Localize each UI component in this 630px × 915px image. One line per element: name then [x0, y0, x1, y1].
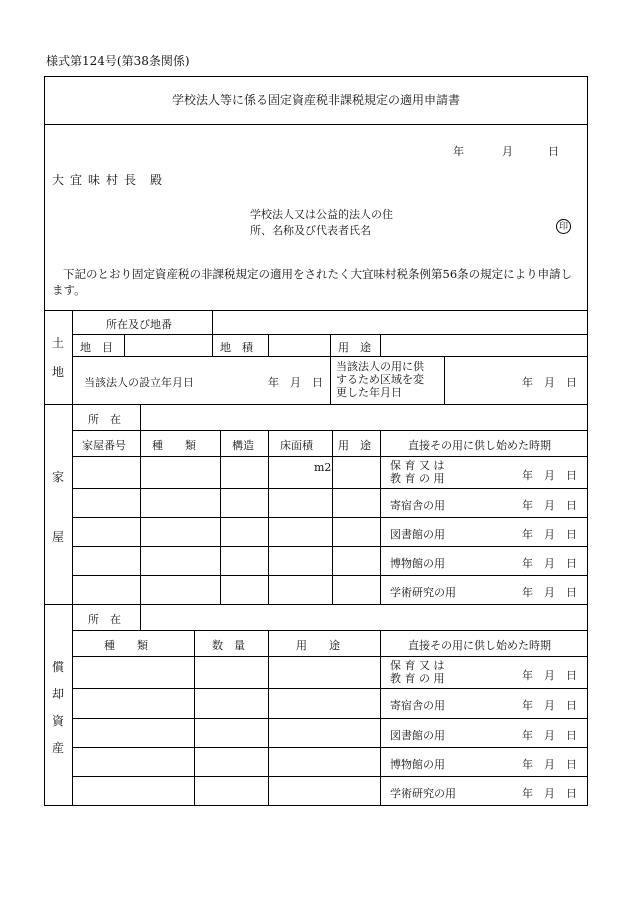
land-location-field[interactable] [213, 311, 587, 333]
applicant-label [250, 207, 393, 239]
house-date-field[interactable]: 年 月 日 [522, 586, 577, 599]
form-title: 学校法人等に係る固定資産税非課税規定の適用申請書 [171, 93, 460, 107]
zone-change-label-line: 更した年月日 [336, 386, 402, 399]
zone-change-label [336, 360, 424, 399]
floor-area-unit: m2 [314, 461, 332, 474]
divider [72, 630, 588, 631]
divider [72, 310, 73, 404]
house-date-field[interactable]: 年 月 日 [522, 528, 577, 541]
house-header-type: 種 類 [152, 439, 196, 452]
divider [72, 776, 588, 777]
divider [330, 334, 331, 356]
divider [72, 546, 588, 547]
land-category-field[interactable] [125, 335, 211, 355]
use-line: 教 育 の 用 [390, 672, 445, 685]
divider [72, 456, 588, 457]
divider [72, 404, 73, 604]
depreciable-use-research: 学術研究の用 [390, 787, 456, 800]
depreciable-use-dormitory: 寄宿舎の用 [390, 699, 445, 712]
house-header-number: 家屋番号 [82, 439, 126, 452]
depreciable-label-3: 資 [51, 714, 64, 728]
house-header-use: 用 途 [338, 439, 371, 452]
house-label-1: 家 [51, 470, 64, 484]
date-year: 年 [453, 145, 464, 158]
depreciable-header-use: 用 途 [296, 639, 340, 652]
depreciable-label-2: 却 [51, 687, 64, 701]
divider [72, 747, 588, 748]
divider [72, 718, 588, 719]
depreciable-header-type: 種 類 [104, 639, 148, 652]
established-date-label: 当該法人の設立年月日 [84, 376, 194, 389]
addressee-honorific: 殿 [150, 173, 163, 187]
divider [72, 430, 588, 431]
depreciable-location-field[interactable] [141, 605, 587, 629]
house-date-field[interactable]: 年 月 日 [522, 557, 577, 570]
house-use-dormitory: 寄宿舎の用 [390, 499, 445, 512]
use-line: 保 育 又 は [390, 459, 445, 472]
applicant-line-2: 所、名称及び代表者氏名 [250, 224, 371, 237]
land-label-1: 土 [51, 336, 64, 350]
land-category-label: 地 目 [80, 341, 113, 354]
date-day: 日 [548, 145, 559, 158]
divider [72, 575, 588, 576]
divider [72, 488, 588, 489]
depreciable-label-1: 償 [51, 660, 64, 674]
depreciable-date-field[interactable]: 年 月 日 [522, 787, 577, 800]
use-line: 保 育 又 は [390, 659, 445, 672]
depreciable-label-4: 産 [51, 741, 64, 755]
house-header-structure: 構造 [232, 439, 254, 452]
date-month: 月 [502, 145, 513, 158]
house-location-field[interactable] [141, 405, 587, 429]
zone-change-label-line: するため区域を変 [336, 373, 424, 386]
house-use-research: 学術研究の用 [390, 586, 456, 599]
depreciable-date-field[interactable]: 年 月 日 [522, 699, 577, 712]
divider [72, 517, 588, 518]
depreciable-date-field[interactable]: 年 月 日 [522, 669, 577, 682]
divider [72, 688, 588, 689]
seal-icon: 印 [556, 219, 571, 234]
house-date-field[interactable]: 年 月 日 [522, 469, 577, 482]
zone-change-date-field[interactable]: 年 月 日 [522, 376, 577, 389]
land-use-field[interactable] [381, 335, 587, 355]
divider [330, 356, 331, 404]
use-line: 教 育 の 用 [390, 472, 445, 485]
request-statement: 下記のとおり固定資産税の非課税規定の適用をされたく大宜味村税条例第56条の規定により申請します。 [52, 267, 573, 297]
land-label-2: 地 [51, 365, 64, 379]
depreciable-location-label: 所 在 [88, 613, 121, 626]
land-area-field[interactable] [269, 335, 329, 355]
depreciable-header-quantity: 数 量 [212, 639, 245, 652]
established-date-field[interactable]: 年 月 日 [268, 376, 323, 389]
addressee: 大宜味村長 [52, 173, 143, 187]
depreciable-use-education [390, 659, 445, 685]
house-header-floor-area: 床面積 [280, 439, 313, 452]
depreciable-use-museum: 博物館の用 [390, 758, 445, 771]
depreciable-date-field[interactable]: 年 月 日 [522, 729, 577, 742]
house-date-field[interactable]: 年 月 日 [522, 499, 577, 512]
depreciable-header-start-date: 直接その用に供し始めた時期 [408, 639, 551, 652]
land-area-label: 地 積 [220, 341, 253, 354]
divider [212, 334, 213, 356]
depreciable-date-field[interactable]: 年 月 日 [522, 758, 577, 771]
depreciable-use-library: 図書館の用 [390, 729, 445, 742]
divider [72, 656, 588, 657]
house-use-library: 図書館の用 [390, 528, 445, 541]
house-location-label: 所 在 [88, 413, 121, 426]
form-code: 様式第124号(第38条関係) [46, 54, 190, 68]
divider [444, 356, 445, 404]
house-label-2: 屋 [51, 530, 64, 544]
land-location-label: 所在及び地番 [106, 318, 172, 331]
house-use-education [390, 459, 445, 485]
divider [44, 124, 588, 125]
applicant-line-1: 学校法人又は公益的法人の住 [250, 208, 393, 221]
zone-change-label-line: 当該法人の用に供 [336, 360, 424, 373]
house-header-start-date: 直接その用に供し始めた時期 [408, 439, 551, 452]
land-use-label: 用 途 [338, 341, 371, 354]
house-use-museum: 博物館の用 [390, 557, 445, 570]
